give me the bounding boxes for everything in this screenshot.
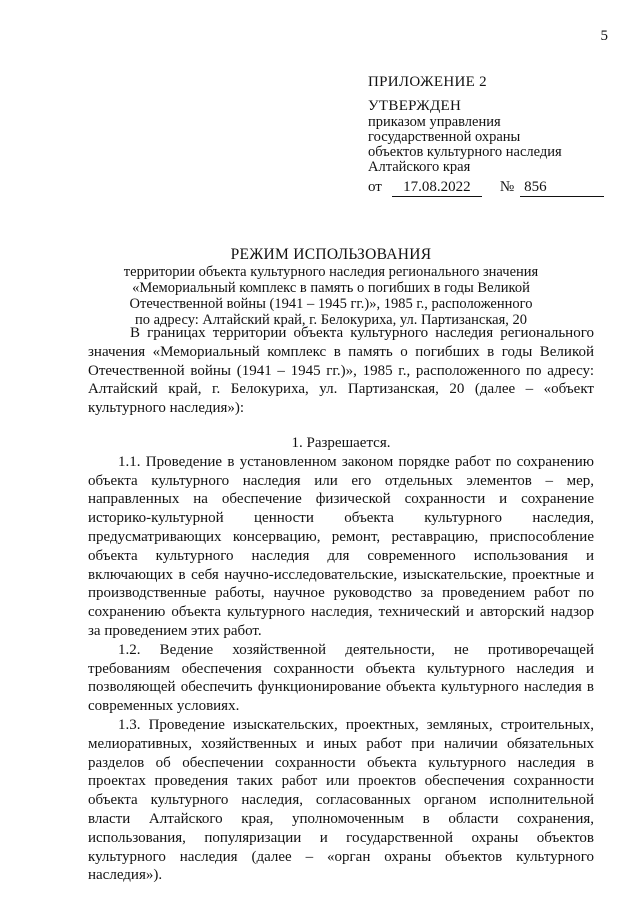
clause-1-2: 1.2. Ведение хозяйственной деятельности, не противоречащей требованиям обеспечения сохранности объекта культурного наследия и позволяющей обеспечить функционирование объекта культурного наследия в современных условиях. bbox=[88, 641, 594, 715]
section-1-title: 1. Разрешается. bbox=[291, 434, 391, 451]
intro-paragraph: В границах территории объекта культурного наследия регионального значения «Мемориальный комплекс в память о погибших в годы Великой Отечественной войны (1941 – 1945 гг.)», 1985 г., расположенного по адресу: Алтайский край, г. Белокуриха, ул. Партизанская, 20 (далее – «объект культурного наследия»): bbox=[88, 325, 594, 417]
clause-1-1: 1.1. Проведение в установленном законом порядке работ по сохранению объекта культурного наследия или его отдельных элементов – мер, направленных на обеспечение физической сохранности и сохранение историко-культурной ценности объекта культурного наследия, предусматривающих консервацию, ремонт, реставрацию, приспособление объекта культурного наследия для современного использования и включающих в себя научно-исследовательские, изыскательские, проектные и производственные работы, научное руководство за проведением работ по сохранению объекта культурного наследия, технический и авторский надзор за проведением этих работ. bbox=[88, 453, 594, 639]
approved-by-line: государственной охраны bbox=[368, 129, 521, 145]
document-subtitle-line: по адресу: Алтайский край, г. Белокуриха, ул. Партизанская, 20 bbox=[134, 312, 528, 328]
approved-by-line: Алтайского края bbox=[368, 159, 471, 175]
document-title-block bbox=[96, 246, 566, 328]
document-subtitle-line: Отечественной войны (1941 – 1945 гг.)», 1985 г., расположенного bbox=[129, 296, 533, 312]
order-from-label: от bbox=[368, 179, 382, 195]
page-number: 5 bbox=[600, 28, 608, 44]
approved-by-line: приказом управления bbox=[368, 114, 501, 130]
appendix-approval-block bbox=[368, 74, 604, 197]
approved-by-line: объектов культурного наследия bbox=[368, 144, 562, 160]
order-date: 17.08.2022 bbox=[392, 179, 482, 197]
document-body bbox=[88, 324, 594, 885]
appendix-heading: ПРИЛОЖЕНИЕ 2 bbox=[368, 74, 487, 90]
order-number-sign: № bbox=[499, 179, 515, 195]
approved-label: УТВЕРЖДЕН bbox=[368, 98, 462, 114]
document-title: РЕЖИМ ИСПОЛЬЗОВАНИЯ bbox=[230, 246, 432, 263]
document-subtitle-line: «Мемориальный комплекс в память о погибших в годы Великой bbox=[132, 280, 530, 296]
order-reference bbox=[368, 179, 604, 197]
clause-1-3: 1.3. Проведение изыскательских, проектных, земляных, строительных, мелиоративных, хозяйственных и иных работ при наличии обязательных разделов об обеспечении сохранности объекта культурного наследия в проектах проведения таких работ или проектов обеспечения сохранности объекта культурного наследия, согласованных органом исполнительной власти Алтайского края, уполномоченным в области сохранения, использования, популяризации и государственной охраны объектов культурного наследия (далее – «орган охраны объектов культурного наследия»). bbox=[88, 716, 594, 884]
document-subtitle-line: территории объекта культурного наследия регионального значения bbox=[123, 264, 539, 280]
order-number: 856 bbox=[520, 179, 604, 197]
